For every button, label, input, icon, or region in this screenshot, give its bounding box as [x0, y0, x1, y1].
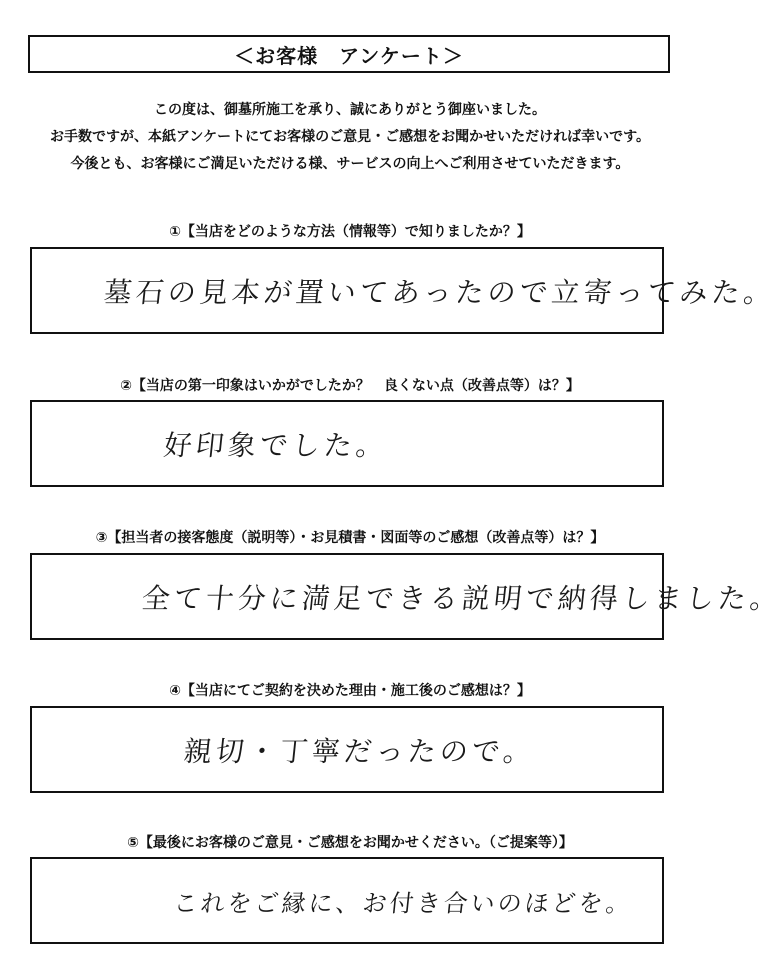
answer-4-box	[30, 706, 664, 793]
intro-line-3: 今後とも、お客様にご満足いただける様、サービスの向上へご利用させていただきます。	[70, 156, 630, 172]
survey-title: ＜お客様 アンケート＞	[28, 35, 670, 73]
answer-5-text: これをご縁に、お付き合いのほどを。	[172, 889, 635, 917]
answer-1-box	[30, 247, 778, 334]
answer-5-box	[30, 857, 664, 944]
answer-1-text: 墓石の見本が置いてあったので立寄ってみた。	[102, 275, 778, 309]
answer-4-text: 親切・丁寧だったので。	[182, 734, 538, 768]
question-3-label: ③【担当者の接客態度（説明等）・お見積書・図面等のご感想（改善点等）は？】	[95, 530, 605, 546]
question-2-label: ②【当店の第一印象はいかがでしたか？ 良くない点（改善点等）は？】	[120, 378, 580, 394]
intro-line-1: この度は、御墓所施工を承り、誠にありがとう御座いました。	[154, 102, 546, 118]
answer-2-text: 好印象でした。	[162, 428, 390, 462]
answer-2-box	[30, 400, 664, 487]
answer-3-box	[30, 553, 784, 640]
question-5-label: ⑤【最後にお客様のご意見・ご感想をお聞かせください。（ご提案等）】	[127, 835, 573, 851]
answer-3-text: 全て十分に満足できる説明で納得しました。	[140, 581, 784, 615]
question-4-label: ④【当店にてご契約を決めた理由・施工後のご感想は？】	[169, 683, 531, 699]
intro-line-2: お手数ですが、本紙アンケートにてお客様のご意見・ご感想をお聞かせいただければ幸いです。	[49, 129, 651, 145]
question-1-label: ①【当店をどのような方法（情報等）で知りましたか？】	[169, 224, 531, 240]
intro-text	[0, 97, 700, 178]
